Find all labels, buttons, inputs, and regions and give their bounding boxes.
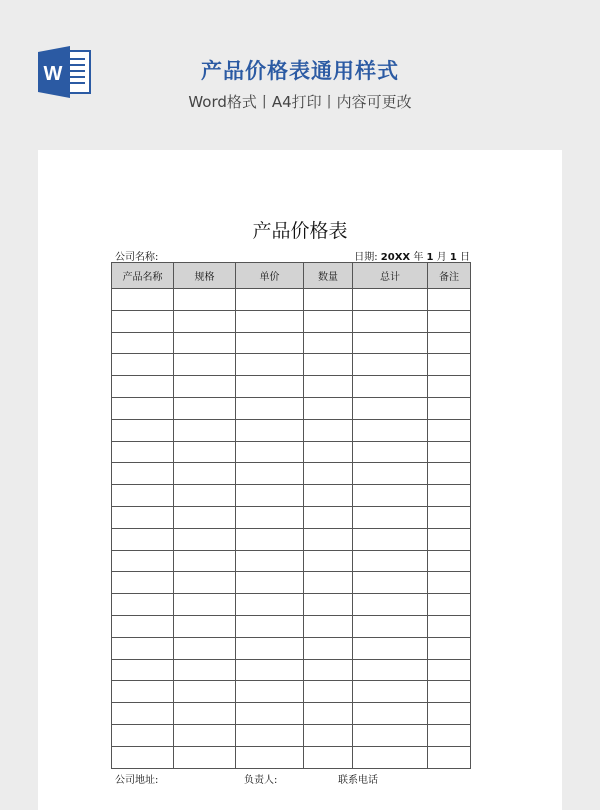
table-cell[interactable] <box>112 703 174 725</box>
table-cell[interactable] <box>174 637 236 659</box>
table-cell[interactable] <box>304 637 353 659</box>
column-header-unit-price: 单价 <box>236 263 304 289</box>
table-cell[interactable] <box>112 332 174 354</box>
table-cell[interactable] <box>304 659 353 681</box>
table-row <box>112 594 471 616</box>
table-cell[interactable] <box>353 550 428 572</box>
company-address-label: 公司地址: <box>115 775 159 786</box>
table-cell[interactable] <box>428 659 471 681</box>
date-day: 1 <box>449 252 457 263</box>
table-cell[interactable] <box>112 659 174 681</box>
table-cell[interactable] <box>353 681 428 703</box>
table-cell[interactable] <box>112 419 174 441</box>
table-cell[interactable] <box>304 681 353 703</box>
table-cell[interactable] <box>236 310 304 332</box>
column-header-remarks: 备注 <box>428 263 471 289</box>
table-cell[interactable] <box>236 332 304 354</box>
table-row <box>112 703 471 725</box>
table-cell[interactable] <box>236 681 304 703</box>
table-cell[interactable] <box>353 376 428 398</box>
table-cell[interactable] <box>236 594 304 616</box>
table-cell[interactable] <box>353 506 428 528</box>
table-cell[interactable] <box>174 310 236 332</box>
table-cell[interactable] <box>353 463 428 485</box>
table-cell[interactable] <box>174 724 236 746</box>
table-cell[interactable] <box>236 572 304 594</box>
table-cell[interactable] <box>428 572 471 594</box>
table-row <box>112 506 471 528</box>
table-cell[interactable] <box>353 724 428 746</box>
table-cell[interactable] <box>236 289 304 311</box>
table-cell[interactable] <box>428 332 471 354</box>
table-cell[interactable] <box>304 376 353 398</box>
table-cell[interactable] <box>304 310 353 332</box>
table-cell[interactable] <box>236 441 304 463</box>
table-cell[interactable] <box>236 463 304 485</box>
table-cell[interactable] <box>353 659 428 681</box>
page-title: 产品价格表通用样式 <box>201 59 399 83</box>
page-subtitle: Word格式丨A4打印丨内容可更改 <box>188 93 412 111</box>
table-cell[interactable] <box>174 441 236 463</box>
table-cell[interactable] <box>112 550 174 572</box>
table-cell[interactable] <box>236 703 304 725</box>
column-header-total: 总计 <box>353 263 428 289</box>
table-row <box>112 572 471 594</box>
table-row <box>112 310 471 332</box>
table-cell[interactable] <box>353 485 428 507</box>
table-cell[interactable] <box>236 397 304 419</box>
table-row <box>112 485 471 507</box>
table-cell[interactable] <box>304 485 353 507</box>
table-header <box>112 263 471 289</box>
table-cell[interactable] <box>174 550 236 572</box>
table-cell[interactable] <box>174 354 236 376</box>
table-cell[interactable] <box>112 289 174 311</box>
table-cell[interactable] <box>428 550 471 572</box>
contact-phone-label: 联系电话 <box>338 775 378 786</box>
table-cell[interactable] <box>112 615 174 637</box>
table-cell[interactable] <box>428 441 471 463</box>
table-row <box>112 397 471 419</box>
table-cell[interactable] <box>112 354 174 376</box>
price-table <box>111 262 471 769</box>
table-cell[interactable] <box>353 289 428 311</box>
table-cell[interactable] <box>174 485 236 507</box>
table-cell[interactable] <box>174 397 236 419</box>
date-line <box>354 248 470 263</box>
table-cell[interactable] <box>353 746 428 768</box>
table-cell[interactable] <box>174 659 236 681</box>
table-cell[interactable] <box>428 724 471 746</box>
table-row <box>112 289 471 311</box>
table-cell[interactable] <box>112 637 174 659</box>
date-year-unit: 年 <box>413 252 424 263</box>
table-cell[interactable] <box>428 681 471 703</box>
table-cell[interactable] <box>353 615 428 637</box>
table-cell[interactable] <box>112 441 174 463</box>
table-cell[interactable] <box>428 637 471 659</box>
table-cell[interactable] <box>174 615 236 637</box>
table-cell[interactable] <box>112 485 174 507</box>
table-cell[interactable] <box>174 746 236 768</box>
table-cell[interactable] <box>112 463 174 485</box>
word-icon-letter: W <box>43 63 63 85</box>
date-day-unit: 日 <box>460 252 470 263</box>
table-cell[interactable] <box>428 354 471 376</box>
table-cell[interactable] <box>112 681 174 703</box>
table-cell[interactable] <box>428 594 471 616</box>
table-cell[interactable] <box>304 594 353 616</box>
date-month-unit: 月 <box>436 252 447 263</box>
table-row <box>112 724 471 746</box>
table-cell[interactable] <box>428 615 471 637</box>
date-month: 1 <box>426 252 434 263</box>
table-cell[interactable] <box>236 746 304 768</box>
table-cell[interactable] <box>112 310 174 332</box>
date-label: 日期: <box>354 252 378 263</box>
table-row <box>112 615 471 637</box>
table-body <box>112 289 471 769</box>
table-cell[interactable] <box>112 746 174 768</box>
table-cell[interactable] <box>353 310 428 332</box>
table-row <box>112 659 471 681</box>
table-cell[interactable] <box>353 441 428 463</box>
document-page <box>38 150 562 810</box>
table-cell[interactable] <box>304 550 353 572</box>
column-header-product-name: 产品名称 <box>112 263 174 289</box>
table-cell[interactable] <box>174 572 236 594</box>
table-cell[interactable] <box>236 637 304 659</box>
table-cell[interactable] <box>236 724 304 746</box>
table-cell[interactable] <box>112 528 174 550</box>
table-cell[interactable] <box>428 376 471 398</box>
table-row <box>112 332 471 354</box>
date-year: 20XX <box>380 252 411 263</box>
table-cell[interactable] <box>174 703 236 725</box>
table-cell[interactable] <box>236 659 304 681</box>
table-row <box>112 550 471 572</box>
table-cell[interactable] <box>428 703 471 725</box>
table-cell[interactable] <box>236 528 304 550</box>
table-cell[interactable] <box>304 724 353 746</box>
table-cell[interactable] <box>174 332 236 354</box>
table-cell[interactable] <box>112 594 174 616</box>
table-cell[interactable] <box>353 637 428 659</box>
table-cell[interactable] <box>304 289 353 311</box>
table-cell[interactable] <box>174 289 236 311</box>
table-cell[interactable] <box>428 310 471 332</box>
table-cell[interactable] <box>428 528 471 550</box>
table-cell[interactable] <box>304 528 353 550</box>
table-cell[interactable] <box>428 746 471 768</box>
table-cell[interactable] <box>236 550 304 572</box>
table-cell[interactable] <box>353 397 428 419</box>
table-cell[interactable] <box>174 419 236 441</box>
table-cell[interactable] <box>304 441 353 463</box>
table-row <box>112 354 471 376</box>
table-cell[interactable] <box>428 506 471 528</box>
table-cell[interactable] <box>304 703 353 725</box>
table-cell[interactable] <box>236 419 304 441</box>
table-cell[interactable] <box>304 397 353 419</box>
table-cell[interactable] <box>428 419 471 441</box>
table-cell[interactable] <box>304 746 353 768</box>
table-cell[interactable] <box>112 724 174 746</box>
column-header-spec: 规格 <box>174 263 236 289</box>
table-cell[interactable] <box>304 572 353 594</box>
table-row <box>112 441 471 463</box>
table-row <box>112 637 471 659</box>
table-cell[interactable] <box>174 376 236 398</box>
table-cell[interactable] <box>304 354 353 376</box>
table-cell[interactable] <box>304 332 353 354</box>
table-header-row <box>112 263 471 289</box>
table-cell[interactable] <box>353 332 428 354</box>
document-title: 产品价格表 <box>252 220 348 242</box>
table-cell[interactable] <box>353 419 428 441</box>
word-icon <box>38 46 92 98</box>
table-cell[interactable] <box>353 354 428 376</box>
table-cell[interactable] <box>353 572 428 594</box>
column-header-quantity: 数量 <box>304 263 353 289</box>
table-row <box>112 681 471 703</box>
table-cell[interactable] <box>304 615 353 637</box>
table-cell[interactable] <box>112 376 174 398</box>
table-cell[interactable] <box>174 594 236 616</box>
table-row <box>112 746 471 768</box>
table-cell[interactable] <box>174 506 236 528</box>
table-cell[interactable] <box>428 289 471 311</box>
table-cell[interactable] <box>112 506 174 528</box>
table-cell[interactable] <box>236 354 304 376</box>
table-cell[interactable] <box>236 506 304 528</box>
table-row <box>112 463 471 485</box>
table-row <box>112 376 471 398</box>
table-row <box>112 528 471 550</box>
table-cell[interactable] <box>428 463 471 485</box>
table-cell[interactable] <box>174 463 236 485</box>
table-cell[interactable] <box>353 528 428 550</box>
table-cell[interactable] <box>236 485 304 507</box>
table-cell[interactable] <box>174 681 236 703</box>
company-name-label: 公司名称: <box>115 252 159 263</box>
table-cell[interactable] <box>428 485 471 507</box>
table-cell[interactable] <box>174 528 236 550</box>
table-cell[interactable] <box>428 397 471 419</box>
table-cell[interactable] <box>112 572 174 594</box>
table-cell[interactable] <box>304 419 353 441</box>
table-cell[interactable] <box>304 506 353 528</box>
person-in-charge-label: 负责人: <box>244 775 278 786</box>
table-cell[interactable] <box>236 376 304 398</box>
table-cell[interactable] <box>112 397 174 419</box>
table-row <box>112 419 471 441</box>
table-cell[interactable] <box>353 703 428 725</box>
table-cell[interactable] <box>353 594 428 616</box>
table-cell[interactable] <box>304 463 353 485</box>
table-cell[interactable] <box>236 615 304 637</box>
